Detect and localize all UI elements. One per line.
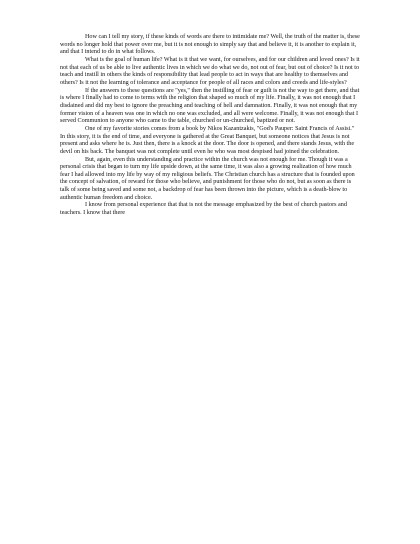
document-page	[60, 34, 360, 218]
paragraph-3: If the answers to these questions are "yes," then the instilling of fear or guilt is not the way to get there, and that is where I finally had to come to terms with the religion that shaped so much of my life. Finally, it was not enough that I disdained and did my best to ignore the preaching and teaching of hell and damnation. Finally, it was not enough that my former vision of a heaven was one in which no one was excluded, and all were welcome. Finally, it was not enough that I served Communion to anyone who came to the table, churched or un-churched, baptized or not.	[60, 87, 360, 125]
paragraph-5: But, again, even this understanding and practice within the church was not enough for me. Though it was a personal crisis that began to turn my life upside down, at the same time, it was also a growing realization of how much fear I had allowed into my life by way of my religious beliefs. The Christian church has a structure that is founded upon the concept of salvation, of reward for those who believe, and punishment for those who do not, but as soon as there is talk of some being saved and some not, a backdrop of fear has been thrown into the picture, which is a death-blow to authentic human freedom and choice.	[60, 156, 355, 201]
paragraph-2: What is the goal of human life? What is it that we want, for ourselves, and for our children and loved ones? Is it not that each of us be able to live authentic lives in which we do what we do, not out of fear, but out of choice? Is it not to teach and instill in others the kinds of responsibility that lead people to act in ways that are healthy to themselves and others? Is it not the learning of tolerance and acceptance for people of all races and colors and creeds and life-styles?	[60, 56, 360, 86]
paragraph-1: How can I tell my story, if these kinds of words are there to intimidate me? Well, the truth of the matter is, these words no longer hold that power over me, but it is not enough to simply say that and believe it, it is another to explain it, and that I intend to do in what follows.	[60, 34, 360, 56]
paragraph-4: One of my favorite stories comes from a book by Nikos Kazantzakis, "God's Pauper: Saint Francis of Assisi." In this story, it is the end of time, and everyone is gathered at the Great Banquet, but someone notices that Jesus is not present and asks where he is. Just then, there is a knock at the door. The door is opened, and there stands Jesus, with the devil on his back. The banquet was not complete until even he who was most despised had joined the celebration.	[60, 125, 355, 155]
paragraph-6: I know from personal experience that that is not the message emphasized by the best of church pastors and teachers. I know that there	[60, 202, 347, 217]
